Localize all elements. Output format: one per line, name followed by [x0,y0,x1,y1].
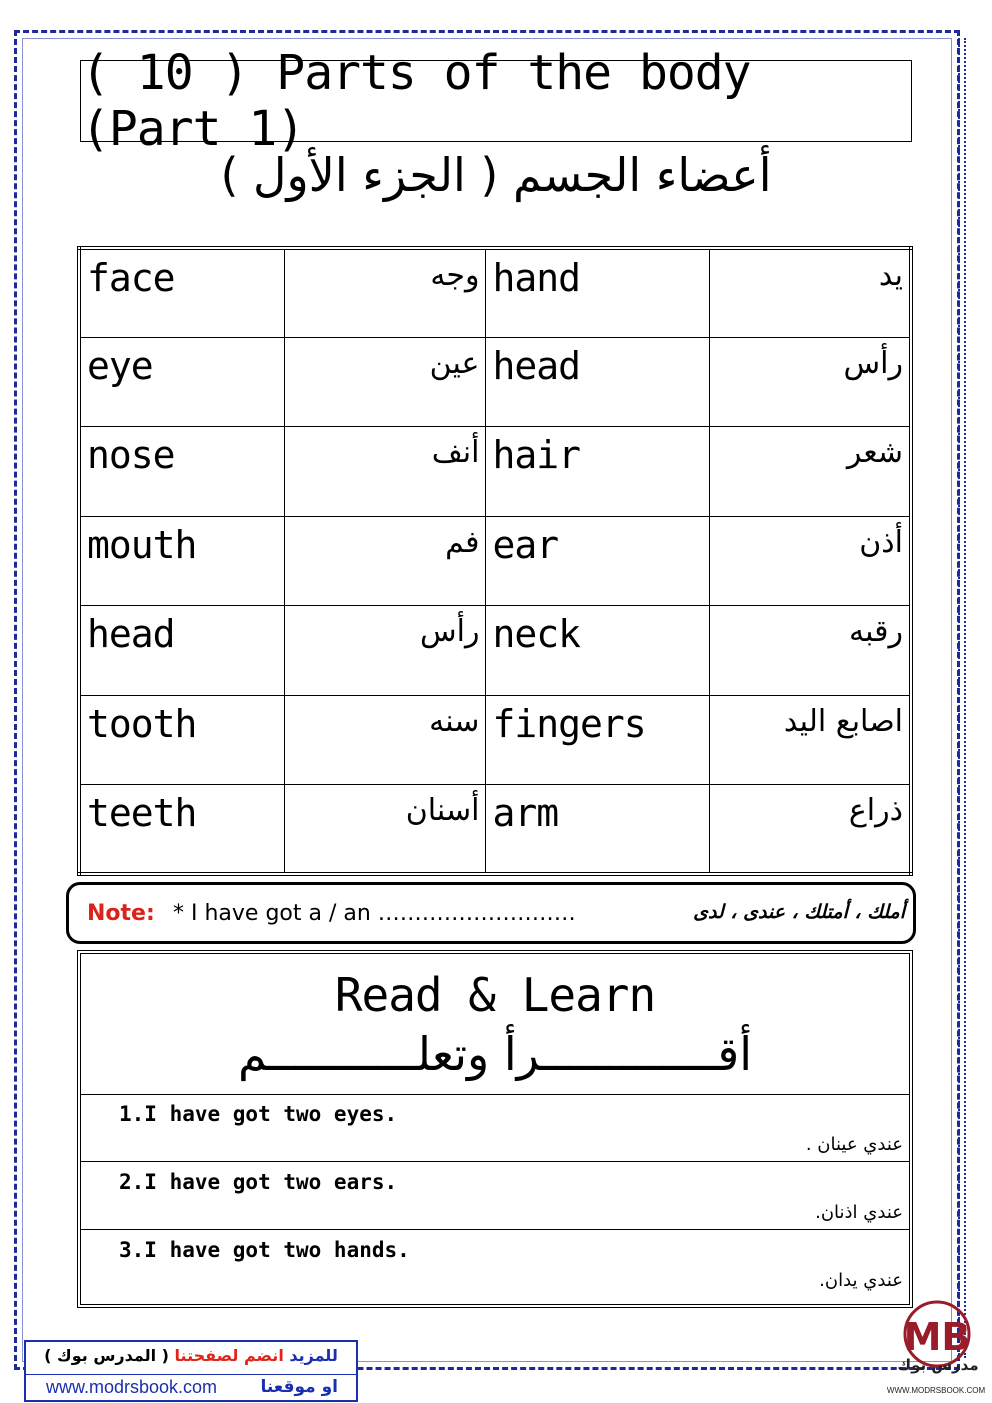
vocab-english-word: hand [486,248,709,337]
vocab-english-word: nose [79,427,285,516]
read-and-learn-title-arabic: أقـــــــــــــرأ وتعلـــــــــــم [237,1027,753,1081]
vocab-arabic-word: رقبه [709,606,911,695]
page-title-arabic: أعضاء الجسم ( الجزء الأول ) [220,148,772,202]
note-text: * I have got a / an ……………………… [173,901,576,926]
vocab-english-word: neck [486,606,709,695]
vocab-arabic-word: يد [709,248,911,337]
table-row [79,516,911,605]
promo-url-row [26,1374,356,1401]
logo-letters: MB [903,1315,971,1359]
read-and-learn-title: Read & Learn [334,968,656,1022]
promo-banner[interactable] [24,1340,358,1402]
note-label: Note: [87,901,155,926]
table-row [79,695,911,784]
vocab-arabic-word: ذراع [709,785,911,874]
sentence-arabic: عندي اذنان. [815,1202,903,1223]
table-row [79,606,911,695]
logo-text: مدرس بوك [897,1356,979,1374]
site-url-label: او موقعنا [260,1377,338,1397]
promo-more: للمزيد [289,1346,338,1365]
logo-url: WWW.MODRSBOOK.COM [886,1386,986,1395]
vocab-english-word: mouth [79,516,285,605]
vocab-arabic-word: رأس [709,337,911,426]
vocab-arabic-word: عين [285,337,486,426]
promo-page-name: ( المدرس بوك ) [44,1346,169,1365]
vocab-english-word: head [79,606,285,695]
vocab-arabic-word: اصابع اليد [709,695,911,784]
note-box [66,882,916,944]
page-border-right [958,38,966,1358]
vocab-english-word: fingers [486,695,709,784]
table-row [79,337,911,426]
vocab-arabic-word: شعر [709,427,911,516]
vocab-arabic-word: سنه [285,695,486,784]
vocab-arabic-word: أذن [709,516,911,605]
sentence-english: 3.I have got two hands. [119,1238,410,1262]
sentence-english: 2.I have got two ears. [119,1170,398,1194]
note-arabic: أملك ، أمتلك ، عندى ، لدى [693,901,905,923]
sentence-arabic: عندي عينان . [805,1134,903,1155]
vocab-english-word: ear [486,516,709,605]
read-and-learn-header [81,954,909,1095]
table-row [79,248,911,337]
vocab-english-word: head [486,337,709,426]
page-title: ( 10 ) Parts of the body (Part 1) [80,60,912,142]
vocab-english-word: arm [486,785,709,874]
table-row [79,427,911,516]
sentence-english: 1.I have got two eyes. [119,1102,398,1126]
vocab-arabic-word: وجه [285,248,486,337]
vocabulary-table [77,246,913,876]
vocab-arabic-word: فم [285,516,486,605]
sentence-row [81,1094,909,1162]
vocab-arabic-word: أنف [285,427,486,516]
vocab-english-word: eye [79,337,285,426]
table-row [79,785,911,874]
promo-join: انضم لصفحتنا [174,1346,284,1365]
vocab-english-word: face [79,248,285,337]
sentence-row [81,1162,909,1230]
sentence-arabic: عندي يدان. [819,1270,903,1291]
site-url-link[interactable]: www.modrsbook.com [46,1377,218,1397]
sentence-row [81,1230,909,1298]
vocab-english-word: teeth [79,785,285,874]
read-and-learn-box [77,950,913,1308]
vocab-arabic-word: أسنان [285,785,486,874]
vocab-english-word: hair [486,427,709,516]
promo-text [26,1346,356,1365]
vocab-arabic-word: رأس [285,606,486,695]
vocab-english-word: tooth [79,695,285,784]
